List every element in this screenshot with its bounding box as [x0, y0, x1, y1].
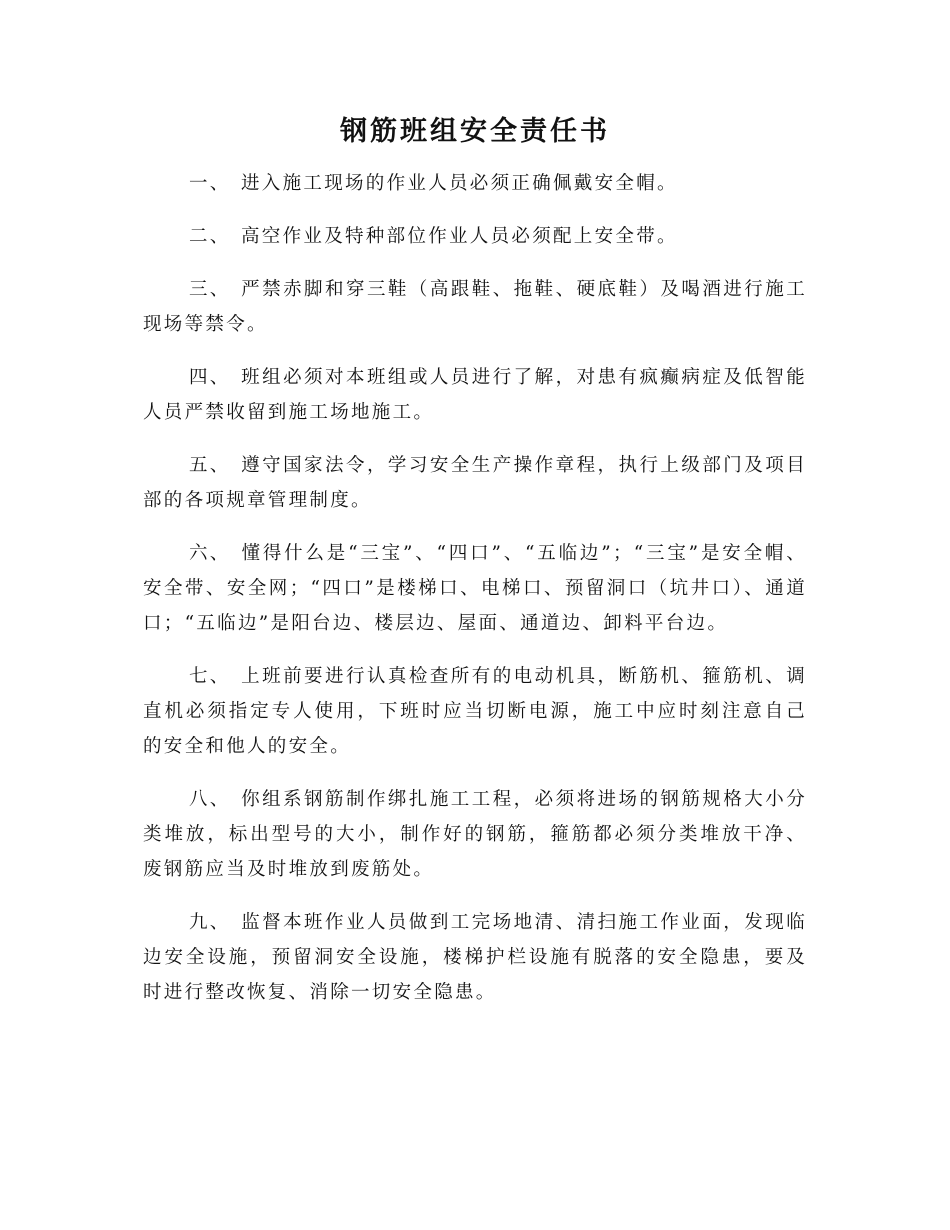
clause-7: [143, 659, 807, 764]
clause-number: 二、: [189, 226, 231, 247]
clause-text: 进入施工现场的作业人员必须正确佩戴安全帽。: [241, 173, 678, 194]
clause-6: [143, 536, 807, 641]
clause-text: 你组系钢筋制作绑扎施工工程，必须将进场的钢筋规格大小分类堆放，标出型号的大小，制作好的钢筋，箍筋都必须分类堆放干净、废钢筋应当及时堆放到废筋处。: [143, 789, 807, 880]
clause-number: 六、: [189, 543, 231, 564]
clause-1: [143, 166, 807, 201]
clause-number: 九、: [189, 912, 231, 933]
clause-number: 七、: [189, 666, 231, 687]
clause-text: 严禁赤脚和穿三鞋（高跟鞋、拖鞋、硬底鞋）及喝酒进行施工现场等禁令。: [143, 279, 807, 335]
clause-9: [143, 905, 807, 1010]
clause-number: 一、: [189, 173, 231, 194]
clause-2: [143, 219, 807, 254]
clause-text: 懂得什么是“三宝”、“四口”、“五临边”；“三宝”是安全帽、安全带、安全网；“四口”是楼梯口、电梯口、预留洞口（坑井口）、通道口；“五临边”是阳台边、楼层边、屋面、通道边、卸料平台边。: [143, 543, 807, 634]
clause-text: 高空作业及特种部位作业人员必须配上安全带。: [241, 226, 678, 247]
clause-3: [143, 272, 807, 342]
clause-number: 五、: [189, 455, 231, 476]
document-body: [143, 166, 807, 1028]
clause-5: [143, 448, 807, 518]
clause-number: 八、: [189, 789, 231, 810]
clause-text: 遵守国家法令，学习安全生产操作章程，执行上级部门及项目部的各项规章管理制度。: [143, 455, 807, 511]
clause-number: 三、: [189, 279, 231, 300]
document-title: 钢筋班组安全责任书: [340, 116, 610, 147]
clause-8: [143, 782, 807, 887]
clause-number: 四、: [189, 367, 231, 388]
clause-text: 班组必须对本班组或人员进行了解，对患有疯癫病症及低智能人员严禁收留到施工场地施工。: [143, 367, 807, 423]
clause-text: 上班前要进行认真检查所有的电动机具，断筋机、箍筋机、调直机必须指定专人使用，下班时应当切断电源，施工中应时刻注意自己的安全和他人的安全。: [143, 666, 807, 757]
clause-4: [143, 360, 807, 430]
clause-text: 监督本班作业人员做到工完场地清、清扫施工作业面，发现临边安全设施，预留洞安全设施，楼梯护栏设施有脱落的安全隐患，要及时进行整改恢复、消除一切安全隐患。: [143, 912, 807, 1003]
